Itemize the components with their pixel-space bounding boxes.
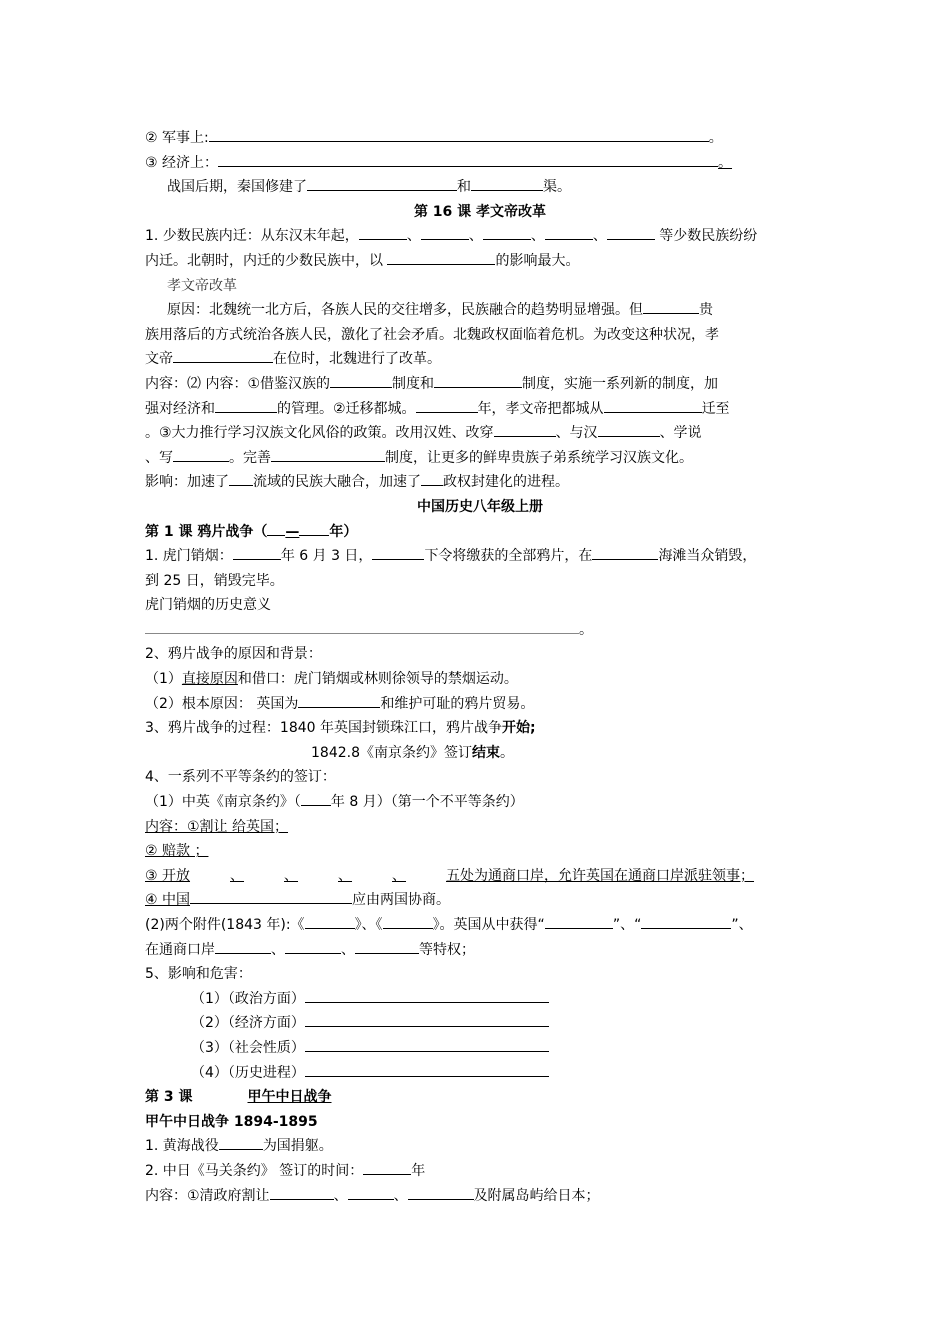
blank[interactable]: [607, 224, 655, 240]
text: 强对经济和: [145, 400, 215, 417]
text: 、: [230, 867, 245, 884]
blank[interactable]: [267, 520, 285, 536]
text: 年: [411, 1162, 426, 1179]
text: 、: [333, 1187, 348, 1204]
q4-ports: [145, 864, 815, 889]
text: 。完善: [229, 449, 271, 466]
lesson16-title: 第 16 课 孝文帝改革: [413, 203, 547, 220]
blank[interactable]: [483, 224, 531, 240]
blank[interactable]: [173, 347, 273, 363]
q4-1: [145, 790, 815, 815]
blank[interactable]: [301, 790, 331, 806]
reform-heading: 孝文帝改革: [167, 277, 237, 294]
reason-line3: [145, 347, 815, 372]
q5-item-1: [145, 987, 815, 1012]
blank[interactable]: [307, 175, 457, 191]
document-page: [145, 126, 815, 1208]
text: 战国后期，秦国修建了: [167, 179, 307, 196]
text: 原因：北魏统一北方后，各族人民的交往增多，民族融合的趋势明显增强。但: [167, 302, 643, 319]
text: 1. 少数民族内迁：从东汉末年起，: [145, 228, 359, 245]
blank[interactable]: [298, 692, 380, 708]
q1-line: [145, 544, 815, 569]
q4-indemnity: ② 赔款 ；: [145, 843, 209, 860]
blank[interactable]: [372, 544, 424, 560]
blank[interactable]: [641, 913, 731, 929]
q2-heading: 2、鸦片战争的原因和背景：: [145, 646, 322, 663]
text: 结束: [472, 744, 500, 761]
text: 》、《: [354, 917, 383, 933]
blank[interactable]: [416, 397, 478, 413]
text: （3）（社会性质）: [191, 1039, 305, 1056]
l3-q1: [145, 1134, 815, 1159]
text: 年 8 月）（第一个不平等条约）: [330, 794, 524, 811]
text: 、写: [145, 449, 173, 466]
q2-1: [145, 667, 815, 692]
lesson3-title: [145, 1085, 815, 1110]
l3-content: [145, 1184, 815, 1209]
text: 直接原因: [181, 671, 238, 688]
blank[interactable]: [233, 544, 281, 560]
text: 下令将缴获的全部鸦片，在: [424, 548, 593, 565]
text: 、: [468, 228, 483, 245]
blank[interactable]: [330, 372, 392, 388]
text: 1. 虎门销烟：: [145, 548, 233, 565]
text: 文帝: [145, 351, 173, 368]
text: 、: [341, 941, 355, 958]
blank[interactable]: [355, 938, 419, 954]
text: （2）根本原因： 英国为: [145, 695, 299, 712]
text: 、学说: [659, 425, 702, 442]
period: 。: [579, 621, 593, 638]
text: 、: [393, 1187, 408, 1204]
blank[interactable]: [299, 520, 329, 536]
q4-2-line2: [145, 938, 815, 963]
lesson1-title: [145, 520, 815, 545]
text: 内容：①清政府割让: [145, 1187, 270, 1204]
text: 。: [500, 744, 514, 761]
blank[interactable]: [592, 544, 658, 560]
blank[interactable]: [359, 224, 407, 240]
text: 第 1 课 鸦片战争（: [145, 523, 268, 540]
text: 等特权；: [419, 941, 475, 958]
military-line: [145, 126, 815, 151]
period: 。: [708, 130, 723, 146]
blank[interactable]: [387, 249, 495, 265]
q1-meaning: 虎门销烟的历史意义: [145, 597, 271, 614]
economy-line: [145, 151, 815, 176]
economy-label: ③ 经济上：: [145, 154, 219, 171]
text: 迁至: [701, 400, 730, 417]
blank[interactable]: [305, 987, 549, 1003]
text: ③ 开放: [145, 867, 191, 884]
blank[interactable]: [209, 126, 709, 142]
text: 海滩当众销毁，: [658, 548, 757, 565]
l16-q1-line2: [145, 249, 815, 274]
blank[interactable]: [348, 1184, 394, 1200]
military-label: ② 军事上:: [145, 130, 209, 146]
content-line4: [145, 446, 815, 471]
text: 在位时，北魏进行了改革。: [273, 351, 441, 368]
blank[interactable]: [643, 298, 699, 314]
q5-item-4: [145, 1061, 815, 1086]
text: 等少数民族纷纷: [654, 228, 758, 245]
content-line3: [145, 421, 815, 446]
blank[interactable]: [421, 470, 443, 486]
blank[interactable]: [421, 224, 469, 240]
lesson3-subtitle: 甲午中日战争 1894-1895: [145, 1113, 318, 1130]
text: 开始;: [502, 720, 536, 737]
text: 、: [271, 941, 285, 958]
text: (2)两个附件(1843 年):《: [145, 917, 305, 933]
text: 为国捐躯。: [262, 1138, 333, 1155]
q5-item-3: [145, 1036, 815, 1061]
blank[interactable]: [190, 888, 352, 904]
text: 渠。: [543, 179, 571, 196]
text: 内容：⑵ 内容：①借鉴汉族的: [145, 375, 331, 392]
blank[interactable]: [434, 372, 522, 388]
text: ”、“: [612, 917, 642, 933]
blank[interactable]: [270, 1184, 334, 1200]
text: （1）（政治方面）: [191, 990, 305, 1007]
l3-q2: [145, 1159, 815, 1184]
blank[interactable]: [305, 1061, 549, 1077]
text: 年，孝文帝把都城从: [477, 400, 604, 417]
blank[interactable]: [383, 913, 433, 929]
blank[interactable]: [494, 421, 556, 437]
text: （2）（经济方面）: [191, 1015, 305, 1032]
grade8-title: 中国历史八年级上册: [417, 498, 543, 515]
text: 1842.8《南京条约》签订: [311, 744, 472, 761]
text: 制度，让更多的鲜卑贵族子弟系统学习汉族文化。: [385, 449, 693, 466]
blank[interactable]: [545, 224, 593, 240]
text: 2. 中日《马关条约》 签订的时间：: [145, 1162, 364, 1179]
text: 、与汉: [555, 425, 598, 442]
q2-2: [145, 692, 815, 717]
text: 、: [592, 228, 607, 245]
text: （4）（历史进程）: [191, 1064, 305, 1081]
blank[interactable]: [271, 446, 385, 462]
text: 、: [284, 867, 299, 884]
text: 3、鸦片战争的过程：1840 年英国封锁珠江口，鸦片战争: [145, 720, 502, 737]
text: 在通商口岸: [145, 941, 215, 958]
q1-line2: 到 25 日，销毁完毕。: [145, 572, 284, 589]
content-line2: [145, 397, 815, 422]
blank[interactable]: [545, 913, 613, 929]
text: ”、: [731, 917, 753, 933]
blank[interactable]: [173, 446, 229, 462]
text: 、: [392, 867, 407, 884]
l16-q1: [145, 224, 815, 249]
blank[interactable]: [215, 938, 271, 954]
text: （1）中英《南京条约》（: [145, 794, 301, 811]
blank[interactable]: [598, 421, 660, 437]
blank[interactable]: [408, 1184, 474, 1200]
reason-line2: 族用落后的方式统治各族人民，激化了社会矛盾。北魏政权面临着危机。为改变这种状况，孝: [145, 326, 719, 343]
text: 制度，实施一系列新的制度，加: [522, 375, 719, 392]
q3-line: [145, 716, 815, 741]
text: —: [285, 523, 300, 540]
text: 甲午中日战争: [247, 1089, 332, 1106]
text: 1. 黄海战役: [145, 1138, 219, 1155]
q3-line2: [145, 741, 815, 766]
text: 制度和: [392, 375, 435, 392]
text: （1）: [145, 671, 182, 688]
q5-item-2: [145, 1011, 815, 1036]
text: 的影响最大。: [495, 252, 580, 269]
text: 。③大力推行学习汉族文化风俗的政策。改用汉姓、改穿: [145, 425, 494, 442]
text: 内迁。北朝时，内迁的少数民族中，以: [145, 252, 388, 269]
text: 五处为通商口岸，允许英国在通商口岸派驻领事；: [446, 867, 755, 884]
q4-2: [145, 913, 815, 938]
text: 第 3 课: [145, 1089, 193, 1106]
impact-line: [145, 470, 815, 495]
text: 、: [406, 228, 421, 245]
text: ④ 中国: [145, 892, 191, 909]
blank[interactable]: [145, 618, 579, 634]
text: 贵: [699, 302, 713, 319]
reason-line1: [145, 298, 815, 323]
period: 。: [718, 154, 733, 171]
text: 政权封建化的进程。: [443, 474, 569, 491]
blank[interactable]: [471, 175, 543, 191]
text: 和: [457, 179, 471, 196]
blank[interactable]: [363, 1159, 411, 1175]
q4-content: 内容：①割让 给英国；: [145, 818, 289, 835]
text: 年）: [329, 523, 358, 540]
q4-heading: 4、一系列不平等条约的签订：: [145, 769, 336, 786]
text: 、: [338, 867, 353, 884]
q1-meaning-answer: [145, 618, 815, 643]
blank[interactable]: [229, 470, 253, 486]
text: 及附属岛屿给日本；: [473, 1187, 600, 1204]
blank[interactable]: [219, 1134, 263, 1150]
text: 应由两国协商。: [352, 892, 451, 909]
text: 影响：加速了: [145, 474, 229, 491]
blank[interactable]: [218, 151, 718, 167]
text: 》。英国从中获得“: [432, 917, 545, 933]
blank[interactable]: [305, 913, 355, 929]
q4-tariff: [145, 888, 815, 913]
blank[interactable]: [305, 1011, 549, 1027]
blank[interactable]: [604, 397, 702, 413]
q5-heading: 5、影响和危害：: [145, 966, 252, 983]
text: 的管理。②迁移都城。: [277, 400, 416, 417]
text: 和维护可耻的鸦片贸易。: [380, 695, 535, 712]
content-line1: [145, 372, 815, 397]
text: 和借口：虎门销烟或林则徐领导的禁烟运动。: [237, 671, 518, 688]
blank[interactable]: [215, 397, 277, 413]
text: 流域的民族大融合，加速了: [253, 474, 421, 491]
blank[interactable]: [305, 1036, 549, 1052]
text: 、: [530, 228, 545, 245]
blank[interactable]: [285, 938, 341, 954]
text: 年 6 月 3 日，: [280, 548, 373, 565]
warring-states-line: [145, 175, 815, 200]
